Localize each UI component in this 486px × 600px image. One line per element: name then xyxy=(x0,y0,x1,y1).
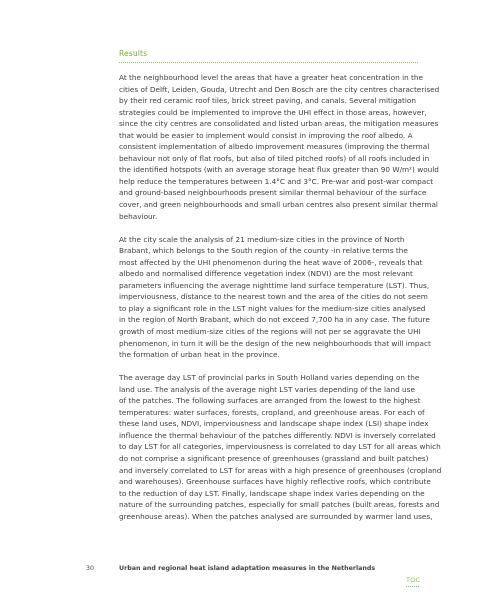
text-line: and inversely correlated to LST for areas with a high presence of greenhouses (cropland xyxy=(119,465,442,475)
toc-link-underline xyxy=(406,586,419,587)
text-line: help reduce the temperatures between 1.4°C and 3°C. Pre-war and post-war compact xyxy=(119,176,434,186)
text-line: parameters influencing the average nighttime land surface temperature (LST). Thus, xyxy=(119,280,430,290)
text-line: behaviour. xyxy=(119,211,158,221)
text-line: growth of most medium-size cities of the regions will not per se aggravate the UHI xyxy=(119,326,421,336)
text-line: the identified hotspots (with an average storage heat flux greater than 90 W/m²) would xyxy=(119,165,439,175)
text-line: these land uses, NDVI, imperviousness and landscape shape index (LSI) shape index xyxy=(119,419,429,429)
text-line: albedo and normalised difference vegetation index (NDVI) are the most relevant xyxy=(119,269,413,279)
body-text xyxy=(119,72,442,534)
text-line: of the patches. The following surfaces are arranged from the lowest to the highest xyxy=(119,396,421,406)
toc-link[interactable]: TOC xyxy=(406,576,421,584)
page-number: 30 xyxy=(86,565,95,572)
text-line: cover, and green neighbourhoods and small urban centres also present similar thermal xyxy=(119,200,438,210)
paragraph-3 xyxy=(119,372,442,522)
paragraph-1 xyxy=(119,72,440,222)
text-line: to play a significant role in the LST night values for the medium-size cities analysed xyxy=(119,303,426,313)
text-line: strategies could be implemented to improve the UHI effect in those areas, however, xyxy=(119,107,427,117)
text-line: At the city scale the analysis of 21 medium-size cities in the province of North xyxy=(119,234,405,244)
text-line: At the neighbourhood level the areas that have a greater heat concentration in the xyxy=(119,73,424,82)
text-line: land use. The analysis of the average night LST varies depending of the land use xyxy=(119,384,415,394)
text-line: to day LST for all categories, imperviousness is correlated to day LST for all areas which xyxy=(119,442,441,452)
text-line: phenomenon, in turn it will be the design of the new neighbourhoods that will impact xyxy=(119,338,431,348)
text-line: imperviousness, distance to the nearest town and the area of the cities do not seem xyxy=(119,292,428,302)
text-line: temperatures: water surfaces, forests, cropland, and greenhouse areas. For each of xyxy=(119,407,425,417)
text-line: and ground-based neighbourhoods present similar thermal behaviour of the surface xyxy=(119,188,427,198)
section-heading: Results xyxy=(119,49,148,58)
text-line: Brabant, which belongs to the South region of the county -in relative terms the xyxy=(119,246,408,256)
text-line: consistent implementation of albedo improvement measures (improving the thermal xyxy=(119,142,430,152)
text-line: the formation of urban heat in the province. xyxy=(119,350,280,360)
text-line: greenhouse areas). When the patches analysed are surrounded by warmer land uses, xyxy=(119,511,433,521)
text-line: behaviour not only of flat roofs, but also of tiled pitched roofs) of all roofs included in xyxy=(119,153,430,163)
text-line: and warehouses). Greenhouse surfaces have highly reflective roofs, which contribute xyxy=(119,477,431,487)
text-line: since the city centres are consolidated and listed urban areas, the mitigation measures xyxy=(119,119,439,129)
text-line: The average day LST of provincial parks in South Holland varies depending on the xyxy=(119,373,420,383)
text-line: influence the thermal behaviour of the patches differently. NDVI is inversely correlated xyxy=(119,430,436,440)
running-footer-title: Urban and regional heat island adaptation measures in the Netherlands xyxy=(119,565,376,572)
text-line: nature of the surrounding patches, especially for small patches (built areas, forests and xyxy=(119,500,440,510)
text-line: in the region of North Brabant, which do not exceed 7,700 ha in any case. The future xyxy=(119,315,430,325)
text-line: to the reduction of day LST. Finally, landscape shape index varies depending on the xyxy=(119,488,425,498)
paragraph-2 xyxy=(119,234,431,361)
heading-divider xyxy=(119,62,418,63)
text-line: cities of Delft, Leiden, Gouda, Utrecht and Den Bosch are the city centres characterised xyxy=(119,84,440,94)
text-line: do not comprise a significant presence of greenhouses (grassland and built patches) xyxy=(119,453,429,463)
text-line: by their red ceramic roof tiles, brick street paving, and canals. Several mitigation xyxy=(119,96,416,106)
text-line: most affected by the UHI phenomenon during the heat wave of 2006-, reveals that xyxy=(119,257,423,267)
text-line: that would be easier to implement would consist in improving the roof albedo. A xyxy=(119,130,413,140)
